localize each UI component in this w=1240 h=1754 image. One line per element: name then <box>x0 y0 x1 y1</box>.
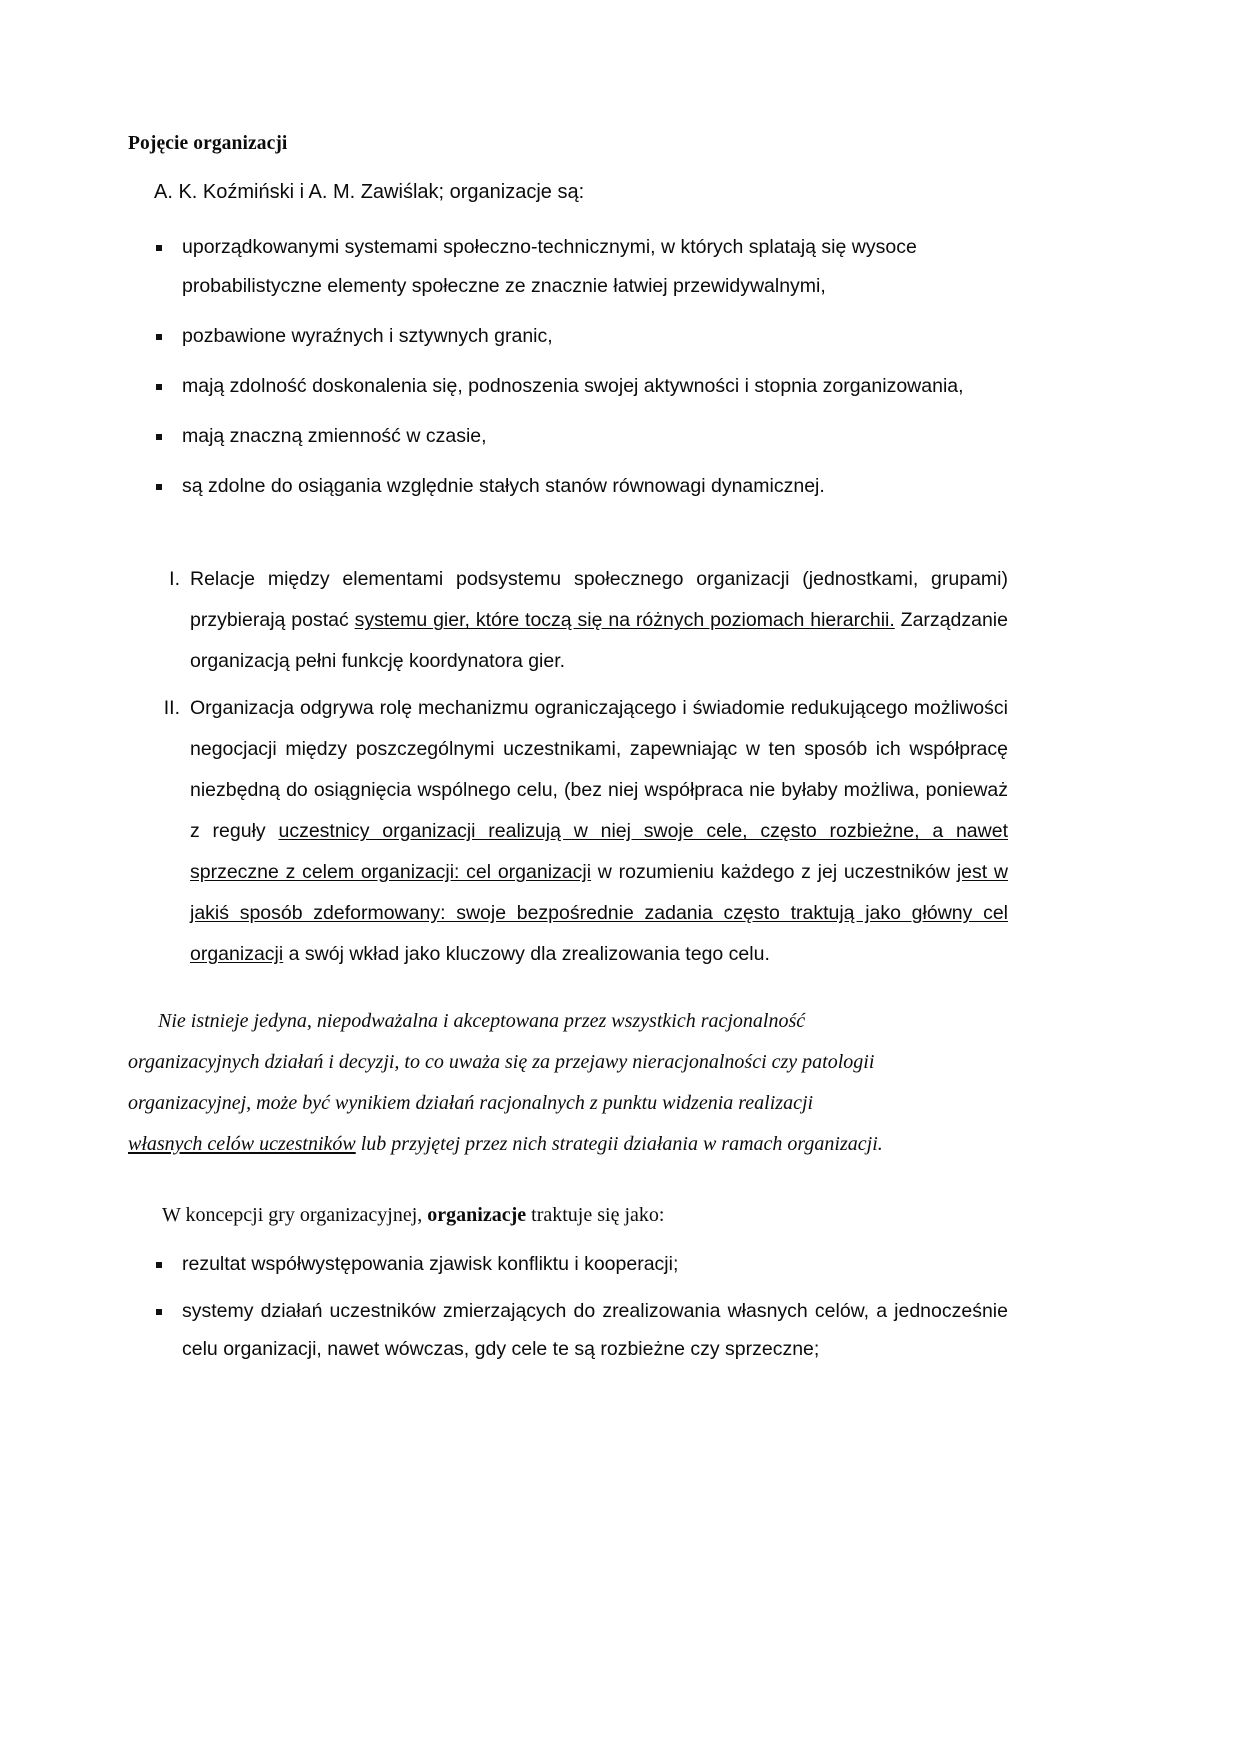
closing-intro-after: traktuje się jako: <box>526 1203 665 1226</box>
list-item <box>128 317 1008 356</box>
list-item <box>128 467 1008 506</box>
list-item-text: systemy działań uczestników zmierzających do zrealizowania własnych celów, a jednocześnie celu organizacji, nawet wówczas, gdy cele te są rozbieżne czy sprzeczne; <box>182 1299 1008 1360</box>
numbered-section-i <box>128 559 1008 682</box>
list-item <box>128 1245 1008 1283</box>
section-text-part: w rozumieniu każdego z jej uczestników <box>591 860 957 883</box>
attribution-line: A. K. Koźmiński i A. M. Zawiślak; organizacje są: <box>154 181 585 204</box>
list-item-text: mają zdolność doskonalenia się, podnoszenia swojej aktywności i stopnia zorganizowania, <box>182 375 964 398</box>
square-bullet-icon <box>156 384 162 390</box>
square-bullet-icon <box>156 434 162 440</box>
square-bullet-icon <box>156 484 162 490</box>
section-spacer <box>128 517 1008 559</box>
italic-line <box>128 1124 1008 1165</box>
section-text-part: Organizacja odgrywa rolę mechanizmu ograniczającego i świadomie redukującego możliwości negocjacji między poszczególnymi uczestnikami, zapewniając w ten sposób ich współpracę niezbędną do osiągnięcia wspólnego celu, (bez niej współpraca nie byłaby możliwa, ponieważ z reguły <box>190 697 1008 843</box>
underlined-text: własnych celów uczestników <box>128 1132 356 1155</box>
underlined-text: jest w jakiś sposób zdeformowany: swoje bezpośrednie zadania często traktują jako główny cel organizacji <box>190 860 1008 965</box>
italic-line: organizacyjnych działań i decyzji, to co uważa się za przejawy nieracjonalności czy patologii <box>128 1050 875 1073</box>
list-item <box>128 228 1008 306</box>
list-item-text: uporządkowanymi systemami społeczno-technicznymi, w których splatają się wysoce probabilistyczne elementy społeczne ze znacznie łatwiej przewidywalnymi, <box>182 236 917 298</box>
section-text-part: Relacje między elementami podsystemu społecznego organizacji (jednostkami, grupami) przybierają postać <box>190 568 1008 632</box>
section-text-part: Zarządzanie organizacją pełni funkcję koordynatora gier. <box>190 609 1008 673</box>
square-bullet-icon <box>156 1309 162 1315</box>
roman-numeral: II. <box>163 697 180 720</box>
list-item-text: rezultat współwystępowania zjawisk konfliktu i kooperacji; <box>182 1252 679 1275</box>
list-item-text: pozbawione wyraźnych i sztywnych granic, <box>182 325 553 348</box>
list-item <box>128 1292 1008 1368</box>
section-text-part: a swój wkład jako kluczowy dla zrealizowania tego celu. <box>283 942 770 965</box>
closing-bullet-list <box>128 1245 1008 1368</box>
underlined-text: systemu gier, które toczą się na różnych poziomach hierarchii. <box>354 609 895 632</box>
list-item <box>128 417 1008 456</box>
square-bullet-icon <box>156 245 162 251</box>
italic-line: Nie istnieje jedyna, niepodważalna i akceptowana przez wszystkich racjonalność <box>158 1009 806 1032</box>
closing-intro-line <box>162 1199 1008 1231</box>
square-bullet-icon <box>156 334 162 340</box>
italic-quote-paragraph <box>128 1001 1008 1165</box>
underlined-text: uczestnicy organizacji realizują w niej swoje cele, często rozbieżne, a nawet sprzeczne z celem organizacji: cel organizacji <box>190 820 1008 883</box>
numbered-section-ii <box>128 688 1008 975</box>
list-item-text: są zdolne do osiągania względnie stałych stanów równowagi dynamicznej. <box>182 475 825 498</box>
list-item <box>128 367 1008 406</box>
list-item-text: mają znaczną zmienność w czasie, <box>182 425 487 448</box>
document-content <box>128 132 1008 1377</box>
definition-bullet-list <box>128 228 1008 506</box>
numbered-section-list <box>128 559 1008 974</box>
roman-numeral: I. <box>169 568 180 591</box>
closing-intro-bold: organizacje <box>427 1203 527 1226</box>
italic-line: organizacyjnej, może być wynikiem działań racjonalnych z punktu widzenia realizacji <box>128 1091 814 1114</box>
closing-intro-before: W koncepcji gry organizacyjnej, <box>162 1203 428 1226</box>
page-title: Pojęcie organizacji <box>128 133 288 154</box>
square-bullet-icon <box>156 1262 162 1268</box>
italic-line-rest: lub przyjętej przez nich strategii działania w ramach organizacji. <box>355 1132 883 1155</box>
